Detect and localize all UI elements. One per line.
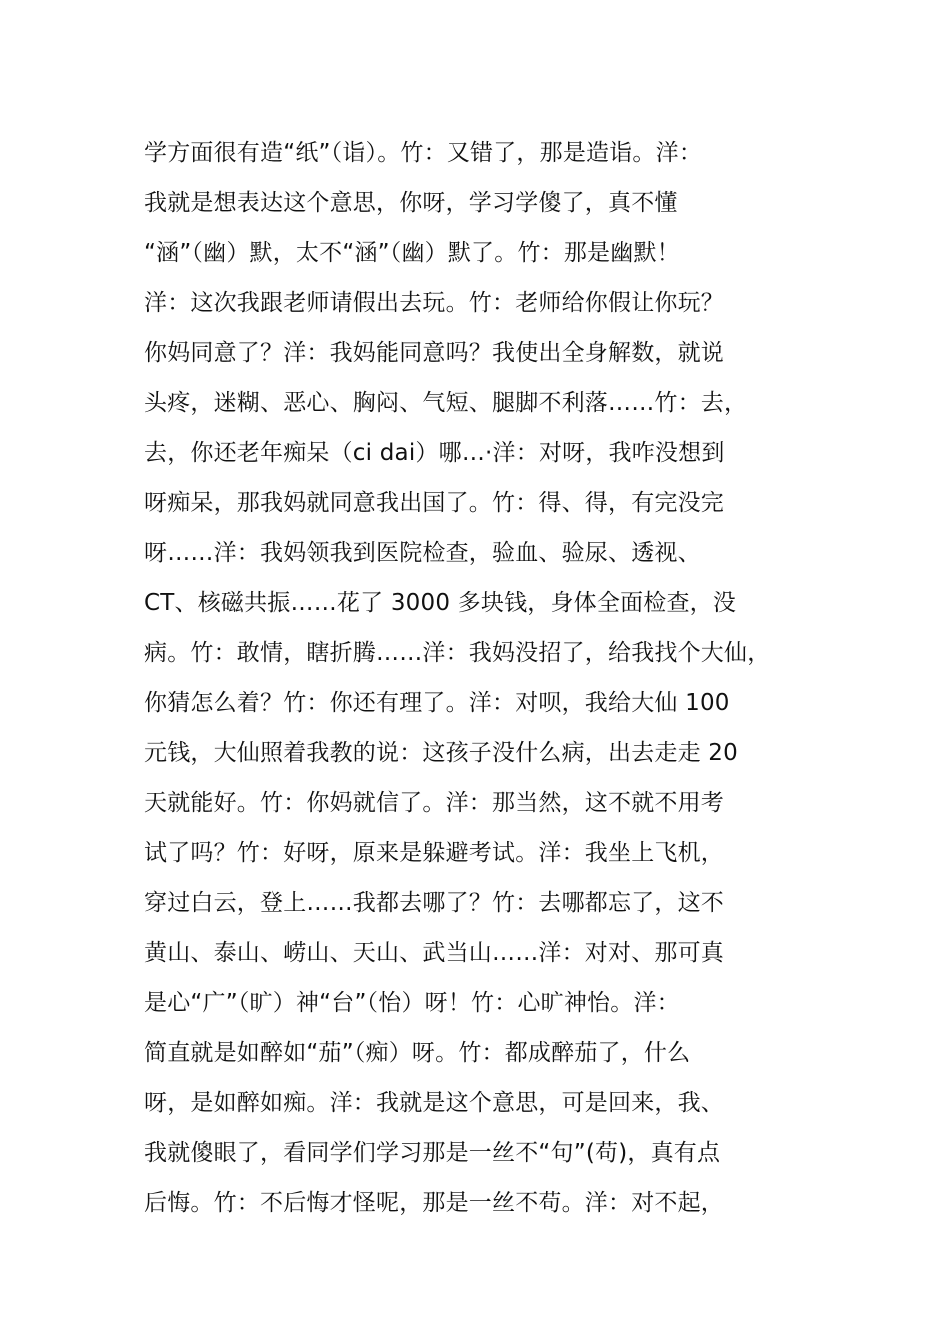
text-line: “涵”（幽）默，太不“涵”（幽）默了。竹：那是幽默！ bbox=[144, 240, 680, 266]
text-line: 呀……洋：我妈领我到医院检查，验血、验尿、透视、 bbox=[144, 540, 701, 566]
text-line: 病。竹：敢情，瞎折腾……洋：我妈没招了，给我找个大仙， bbox=[144, 640, 771, 666]
text-line: 黄山、泰山、崂山、天山、武当山……洋：对对、那可真 bbox=[144, 940, 724, 966]
text-line: 头疼，迷糊、恶心、胸闷、气短、腿脚不利落……竹：去， bbox=[144, 390, 748, 416]
text-line: 学方面很有造“纸”（诣）。竹：又错了，那是造诣。洋： bbox=[144, 140, 703, 166]
text-line: 你妈同意了？洋：我妈能同意吗？我使出全身解数，就说 bbox=[144, 340, 724, 366]
text-line: CT、核磁共振……花了 3000 多块钱，身体全面检查，没 bbox=[144, 590, 737, 616]
text-line: 去，你还老年痴呆（ci dai）哪…·洋：对呀，我咋没想到 bbox=[144, 440, 725, 466]
text-line: 洋：这次我跟老师请假出去玩。竹：老师给你假让你玩？ bbox=[144, 290, 724, 316]
text-line: 元钱，大仙照着我教的说：这孩子没什么病，出去走走 20 bbox=[144, 740, 738, 766]
text-line: 呀，是如醉如痴。洋：我就是这个意思，可是回来，我、 bbox=[144, 1090, 724, 1116]
text-line: 是心“广”（旷）神“台”（怡）呀！竹：心旷神怡。洋： bbox=[144, 990, 680, 1016]
body-text bbox=[144, 128, 834, 1228]
text-line: 试了吗？竹：好呀，原来是躲避考试。洋：我坐上飞机， bbox=[144, 840, 724, 866]
text-line: 后悔。竹：不后悔才怪呢，那是一丝不苟。洋：对不起， bbox=[144, 1190, 724, 1216]
text-line: 呀痴呆，那我妈就同意我出国了。竹：得、得，有完没完 bbox=[144, 490, 724, 516]
text-line: 穿过白云，登上……我都去哪了？竹：去哪都忘了，这不 bbox=[144, 890, 724, 916]
text-line: 我就是想表达这个意思，你呀，学习学傻了，真不懂 bbox=[144, 190, 678, 216]
text-line: 简直就是如醉如“茄”（痴）呀。竹：都成醉茄了，什么 bbox=[144, 1040, 691, 1066]
text-line: 你猜怎么着？竹：你还有理了。洋：对呗，我给大仙 100 bbox=[144, 690, 730, 716]
text-line: 我就傻眼了，看同学们学习那是一丝不“句”(苟)，真有点 bbox=[144, 1140, 721, 1166]
text-line: 天就能好。竹：你妈就信了。洋：那当然，这不就不用考 bbox=[144, 790, 724, 816]
